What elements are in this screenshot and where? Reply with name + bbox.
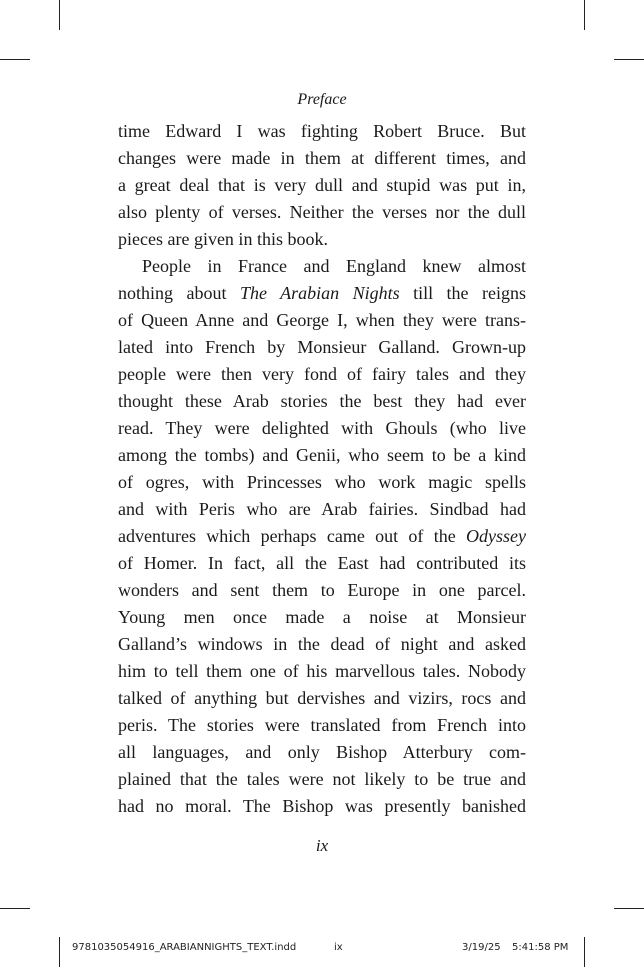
text-line: lated into French by Monsieur Galland. Grown-up [118, 337, 526, 357]
text-line: wonders and sent them to Europe in one parcel. [118, 580, 526, 600]
text-line: plained that the tales were not likely to be true and [118, 769, 526, 789]
text-line: Young men once made a noise at Monsieur [118, 607, 526, 627]
crop-mark-right-bottom [614, 908, 644, 909]
text-line: and with Peris who are Arab fairies. Sindbad had [118, 499, 526, 519]
text-line [118, 523, 526, 550]
page-number: ix [315, 836, 329, 855]
text-run: till the reigns [399, 283, 526, 303]
text-line: of Homer. In fact, all the East had contributed its [118, 553, 526, 573]
crop-mark-bottom-left [59, 937, 60, 967]
text-line: a great deal that is very dull and stupid was put in, [118, 175, 526, 195]
text-run: nothing about [118, 283, 240, 303]
body-text [118, 118, 526, 820]
text-line: had no moral. The Bishop was presently banished [118, 796, 526, 816]
text-line: peris. The stories were translated from French into [118, 715, 526, 735]
text-line: pieces are given in this book. [118, 229, 328, 249]
text-line [118, 280, 526, 307]
crop-mark-bottom-right [584, 937, 585, 967]
text-line: all languages, and only Bishop Atterbury com- [118, 742, 526, 762]
crop-mark-top-left [59, 0, 60, 30]
book-title: Odyssey [466, 526, 526, 546]
slug-page: ix [334, 942, 343, 953]
crop-mark-right-top [614, 59, 644, 60]
text-line: read. They were delighted with Ghouls (who live [118, 418, 526, 438]
text-line: talked of anything but dervishes and vizirs, rocs and [118, 688, 526, 708]
text-line: also plenty of verses. Neither the verses nor the dull [118, 202, 526, 222]
text-line: people were then very fond of fairy tales and they [118, 364, 526, 384]
text-line: him to tell them one of his marvellous tales. Nobody [118, 661, 526, 681]
slug-date: 3/19/25 [462, 942, 501, 953]
text-line: changes were made in them at different times, and [118, 148, 526, 168]
text-line-paragraph-start: People in France and England knew almost [142, 256, 526, 276]
crop-mark-left-top [0, 59, 30, 60]
running-head: Preface [297, 91, 347, 108]
text-line: of ogres, with Princesses who work magic spells [118, 472, 526, 492]
text-line: time Edward I was fighting Robert Bruce. But [118, 121, 526, 141]
text-run: adventures which perhaps came out of the [118, 526, 467, 546]
text-line: Galland’s windows in the dead of night and asked [118, 634, 526, 654]
book-title: The Arabian Nights [239, 283, 400, 303]
text-line: of Queen Anne and George I, when they were trans- [118, 310, 526, 330]
text-line: thought these Arab stories the best they had ever [118, 391, 526, 411]
slug-filename: 9781035054916_ARABIANNIGHTS_TEXT.indd [72, 942, 297, 953]
text-line: among the tombs) and Genii, who seem to be a kind [118, 445, 526, 465]
slug-time: 5:41:58 PM [512, 942, 569, 953]
crop-mark-top-right [584, 0, 585, 30]
crop-mark-left-bottom [0, 908, 30, 909]
